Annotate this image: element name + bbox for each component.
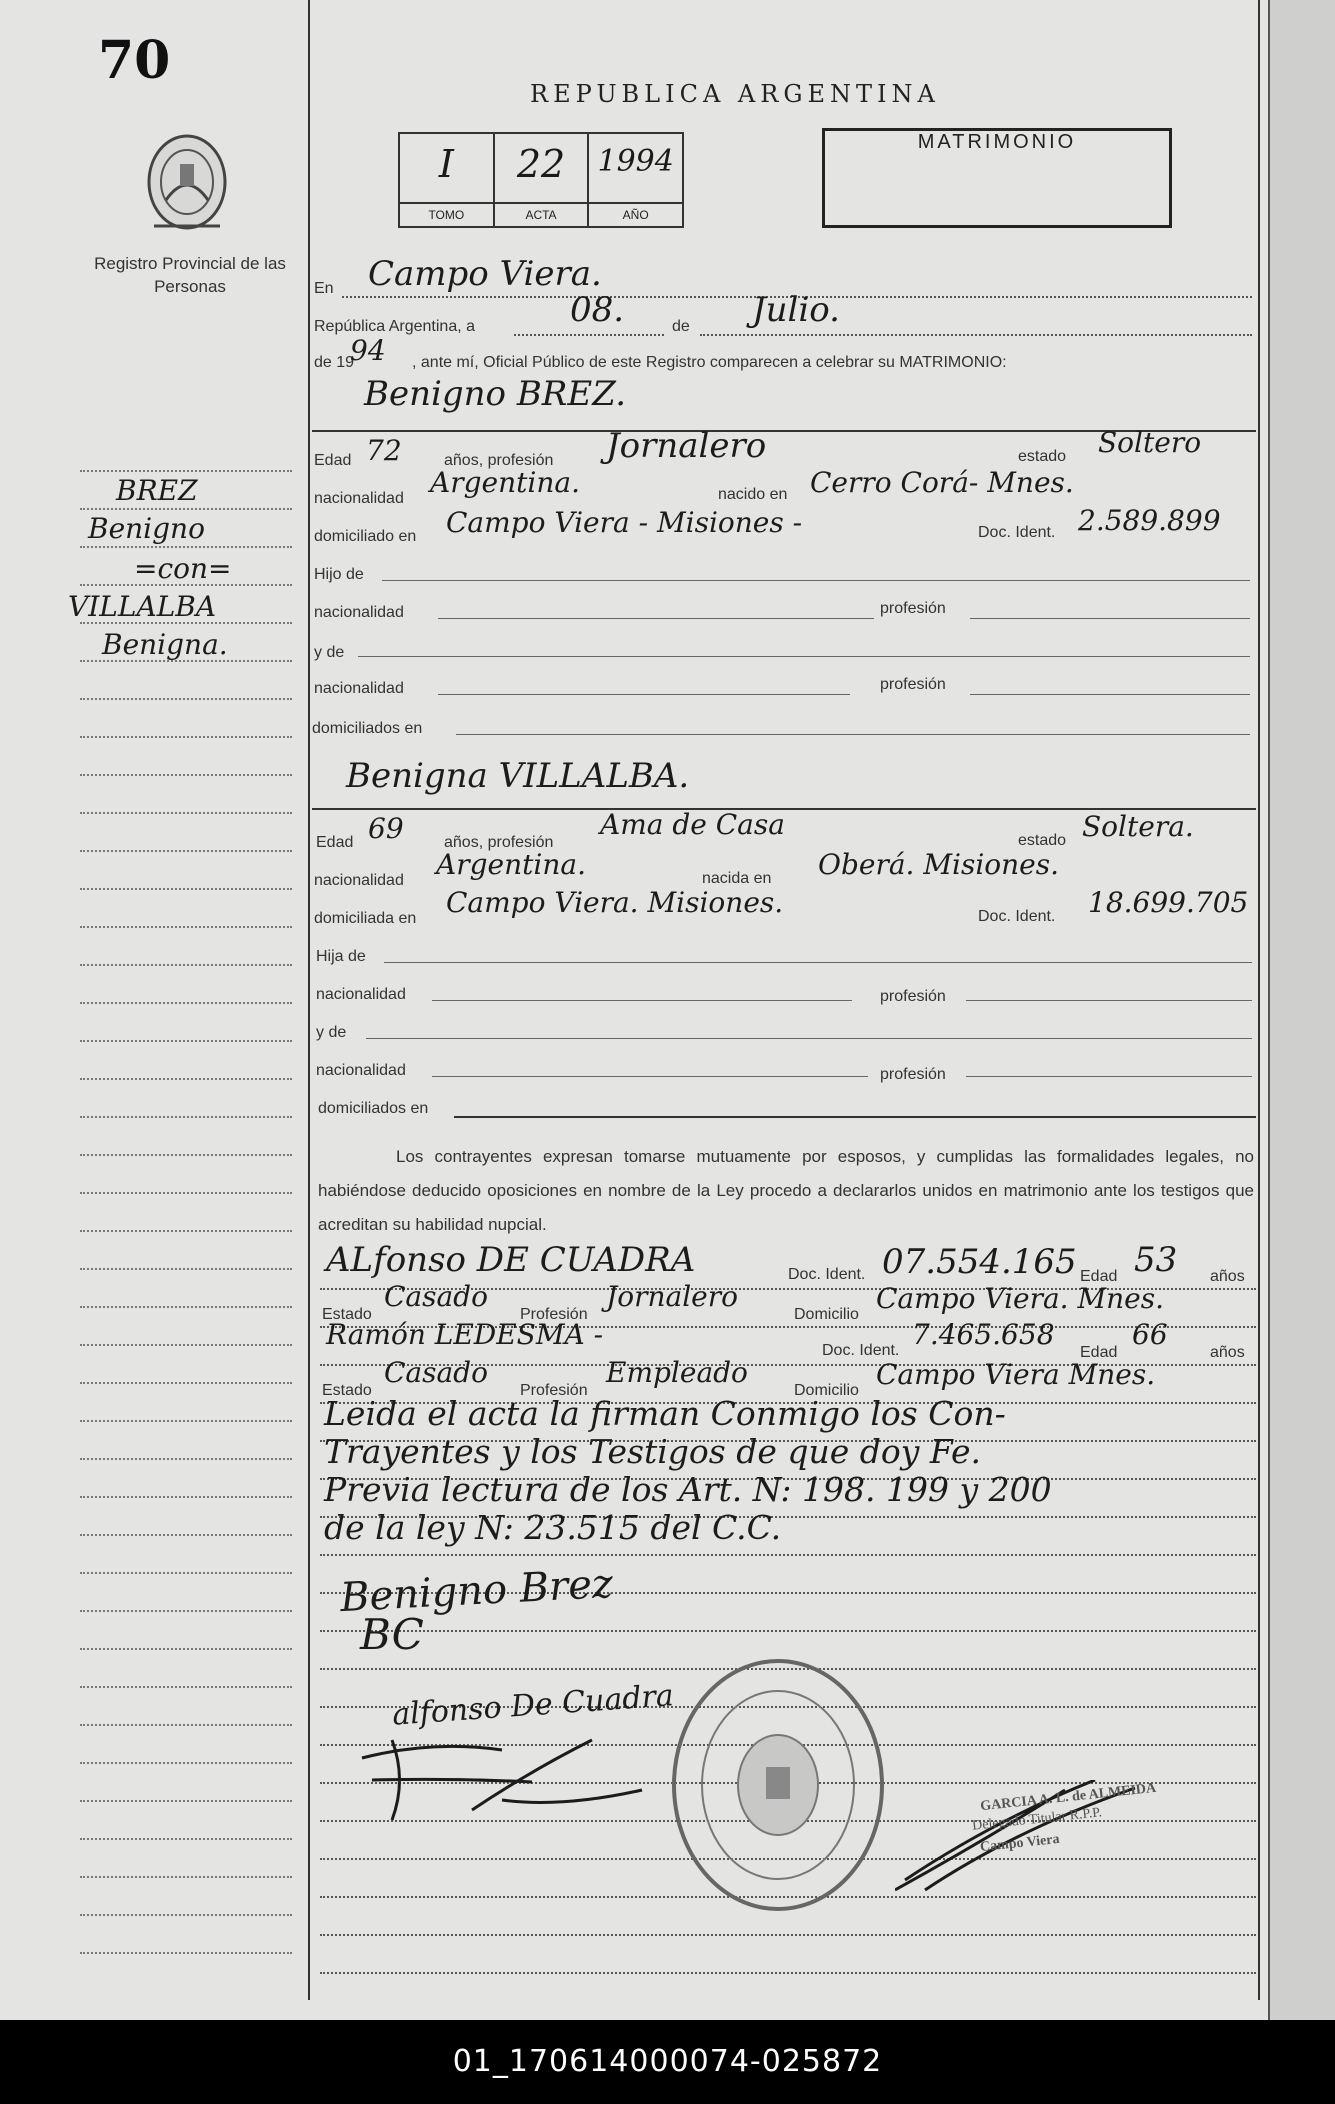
margin-line xyxy=(80,1952,292,1954)
closing-line: Previa lectura de los Art. N: 198. 199 y 200 xyxy=(324,1470,1052,1509)
witness1-domicile: Campo Viera. Mnes. xyxy=(876,1282,1165,1315)
margin-line xyxy=(80,1192,292,1194)
official-stamp-title: Delegado Titular R.P.P. xyxy=(971,1805,1103,1834)
bride-anos-label: años, profesión xyxy=(444,834,554,851)
margin-line xyxy=(80,1914,292,1916)
margin-line xyxy=(80,1496,292,1498)
bride-estado: Soltera. xyxy=(1082,810,1194,843)
margin-line xyxy=(80,508,292,510)
acta-value: 22 xyxy=(516,142,566,186)
month-value: Julio. xyxy=(752,290,840,330)
witness2-doc-label: Doc. Ident. xyxy=(822,1342,900,1359)
groom-estado: Soltero xyxy=(1098,426,1202,459)
witness1-name: ALfonso DE CUADRA xyxy=(326,1240,696,1280)
margin-line xyxy=(80,1458,292,1460)
closing-line: Leida el acta la firman Conmigo los Con- xyxy=(324,1394,1006,1433)
margin-line xyxy=(80,1838,292,1840)
groom-mother-nat-label: nacionalidad xyxy=(314,680,404,697)
margin-line xyxy=(80,1686,292,1688)
margin-line xyxy=(80,1154,292,1156)
place-value: Campo Viera. xyxy=(368,254,602,294)
year-value: 1994 xyxy=(597,144,674,179)
margin-line xyxy=(80,1724,292,1726)
groom-mother-line xyxy=(358,656,1250,657)
bride-father-nat-label: nacionalidad xyxy=(316,986,406,1003)
bride-mother-label: y de xyxy=(316,1024,347,1041)
bride-doc-label: Doc. Ident. xyxy=(978,908,1056,925)
margin-line xyxy=(80,1382,292,1384)
witness-signature: alfonso De Cuadra xyxy=(391,1678,675,1733)
margin-line xyxy=(80,1534,292,1536)
day-line xyxy=(514,334,664,336)
margin-note-line: Benigno xyxy=(88,512,205,545)
de-label: de xyxy=(672,318,690,335)
margin-line xyxy=(80,1230,292,1232)
margin-line xyxy=(80,698,292,700)
margin-line xyxy=(80,1420,292,1422)
margin-line xyxy=(80,926,292,928)
official-stamp-name: GARCIA A. L. de ALMEIDA xyxy=(979,1780,1157,1815)
folio-number: 70 xyxy=(98,30,171,91)
witness1-estado: Casado xyxy=(384,1280,488,1313)
bride-father-prof-label: profesión xyxy=(880,988,946,1005)
witness1-domicilio-label: Domicilio xyxy=(794,1306,859,1323)
margin-line xyxy=(80,1572,292,1574)
witness1-profession: Jornalero xyxy=(606,1280,738,1313)
bride-parents-dom-label: domiciliados en xyxy=(318,1100,429,1117)
witness2-domicilio-label: Domicilio xyxy=(794,1382,859,1399)
groom-parents-dom-label: domiciliados en xyxy=(312,720,423,737)
margin-line xyxy=(80,1306,292,1308)
margin-line xyxy=(80,1078,292,1080)
groom-initials: BC xyxy=(360,1610,424,1659)
witness2-profession: Empleado xyxy=(606,1356,748,1389)
margin-line xyxy=(80,1268,292,1270)
margin-line xyxy=(80,1344,292,1346)
margin-line xyxy=(80,774,292,776)
groom-mother-label: y de xyxy=(314,644,345,661)
margin-note-line: BREZ xyxy=(116,474,198,507)
closing-line: de la ley N: 23.515 del C.C. xyxy=(324,1508,782,1547)
page-edge xyxy=(1268,0,1335,2020)
bride-edad-label: Edad xyxy=(316,834,354,851)
witness2-edad-label: Edad xyxy=(1080,1344,1118,1361)
margin-line xyxy=(80,1800,292,1802)
bride-domicile: Campo Viera. Misiones. xyxy=(446,886,784,919)
tomo-label: TOMO xyxy=(400,202,493,226)
groom-estado-label: estado xyxy=(1018,448,1067,465)
witness2-doc: 7.465.658 xyxy=(912,1318,1055,1351)
groom-nationality: Argentina. xyxy=(430,466,580,499)
registry-seal-stamp xyxy=(668,1655,888,1915)
groom-father-prof-line xyxy=(970,618,1250,619)
groom-mother-nat-line xyxy=(438,694,850,695)
groom-parents-dom-line xyxy=(456,734,1250,735)
tomo-value: I xyxy=(438,142,454,186)
closing-rule xyxy=(320,1630,1256,1632)
bride-mother-prof-label: profesión xyxy=(880,1066,946,1083)
margin-line xyxy=(80,1762,292,1764)
groom-mother-prof-label: profesión xyxy=(880,676,946,693)
official-stamp-place: Campo Viera xyxy=(979,1831,1061,1856)
margin-line xyxy=(80,736,292,738)
bride-mother-line xyxy=(366,1038,1252,1039)
bride-mother-prof-line xyxy=(966,1076,1252,1077)
right-rule xyxy=(1258,0,1260,2000)
witness2-signature-scribble xyxy=(352,1720,652,1830)
margin-line xyxy=(80,1116,292,1118)
record-type-box: MATRIMONIO xyxy=(822,128,1172,228)
groom-father-prof-label: profesión xyxy=(880,600,946,617)
year-prefix: de 19 xyxy=(314,354,355,371)
day-value: 08. xyxy=(570,290,625,330)
margin-note-line: =con= xyxy=(134,552,232,585)
year-suffix: 94 xyxy=(350,334,386,367)
margin-note-line: Benigna. xyxy=(102,628,228,661)
year-label: AÑO xyxy=(589,202,682,226)
declaration-text: Los contrayentes expresan tomarse mutuamente por esposos, y cumplidas las formalidades legales, no habiéndose deducido oposiciones en nombre de la Ley procedo a declararlos unidos en matrimonio ante los testigos que acreditan su habilidad nupcial. xyxy=(318,1147,1254,1234)
groom-profession: Jornalero xyxy=(606,426,767,466)
closing-rule xyxy=(320,1972,1256,1974)
witness2-estado: Casado xyxy=(384,1356,488,1389)
witness1-edad-label: Edad xyxy=(1080,1268,1118,1285)
bride-age: 69 xyxy=(368,812,404,845)
bride-domicilio-label: domiciliada en xyxy=(314,910,417,927)
en-label: En xyxy=(314,280,334,297)
margin-line xyxy=(80,1002,292,1004)
groom-domicile: Campo Viera - Misiones - xyxy=(446,506,803,539)
witness1-age: 53 xyxy=(1134,1240,1178,1280)
month-line xyxy=(700,334,1252,336)
margin-line xyxy=(80,1876,292,1878)
margin-line xyxy=(80,812,292,814)
ante-mi-clause: , ante mí, Oficial Público de este Registro comparecen a celebrar su MATRIMONIO: xyxy=(412,354,1007,371)
republica-label: República Argentina, a xyxy=(314,318,475,335)
margin-line xyxy=(80,470,292,472)
groom-hijo-label: Hijo de xyxy=(314,566,364,583)
witness1-estado-label: Estado xyxy=(322,1306,372,1323)
groom-edad-label: Edad xyxy=(314,452,352,469)
closing-line: Trayentes y los Testigos de que doy Fe. xyxy=(324,1432,982,1471)
registry-name: Registro Provincial de las Personas xyxy=(94,254,286,296)
bride-father-nat-line xyxy=(432,1000,852,1001)
margin-line xyxy=(80,964,292,966)
bride-mother-nat-line xyxy=(432,1076,868,1077)
groom-name: Benigno BREZ. xyxy=(364,374,627,414)
witness2-estado-label: Estado xyxy=(322,1382,372,1399)
witness1-doc-label: Doc. Ident. xyxy=(788,1266,866,1283)
country-title: REPUBLICA ARGENTINA xyxy=(530,80,940,108)
bride-nacionalidad-label: nacionalidad xyxy=(314,872,404,889)
witness2-profesion-label: Profesión xyxy=(520,1382,588,1399)
margin-line xyxy=(80,1040,292,1042)
acta-box xyxy=(398,132,684,228)
witness2-age: 66 xyxy=(1132,1318,1168,1351)
witness2-domicile: Campo Viera Mnes. xyxy=(876,1358,1156,1391)
bride-nationality: Argentina. xyxy=(436,848,586,881)
groom-domicilio-label: domiciliado en xyxy=(314,528,417,545)
witness2-name: Ramón LEDESMA - xyxy=(326,1318,604,1351)
closing-rule xyxy=(320,1934,1256,1936)
groom-birthplace: Cerro Corá- Mnes. xyxy=(810,466,1074,499)
bride-father-line xyxy=(384,962,1252,963)
groom-age: 72 xyxy=(366,434,402,467)
bride-parents-dom-line xyxy=(454,1116,1256,1118)
bride-profession: Ama de Casa xyxy=(600,808,785,841)
witness1-doc: 07.554.165 xyxy=(882,1242,1077,1282)
acta-label: ACTA xyxy=(495,202,588,226)
groom-father-nat-label: nacionalidad xyxy=(314,604,404,621)
coat-of-arms-icon xyxy=(144,130,230,238)
bride-mother-nat-label: nacionalidad xyxy=(316,1062,406,1079)
groom-father-nat-line xyxy=(438,618,874,619)
image-id: 01_170614000074-025872 xyxy=(452,2044,883,2079)
margin-line xyxy=(80,1648,292,1650)
witness2-anos-label: años xyxy=(1210,1344,1245,1361)
groom-mother-prof-line xyxy=(970,694,1250,695)
margin-line xyxy=(80,1610,292,1612)
groom-doc: 2.589.899 xyxy=(1078,504,1221,537)
groom-signature: Benigno Brez xyxy=(338,1560,615,1622)
groom-doc-label: Doc. Ident. xyxy=(978,524,1056,541)
margin-rule xyxy=(308,0,310,2000)
closing-rule xyxy=(320,1554,1256,1556)
groom-father-line xyxy=(382,580,1250,581)
bride-doc: 18.699.705 xyxy=(1088,886,1249,919)
bride-father-prof-line xyxy=(966,1000,1252,1001)
groom-nacionalidad-label: nacionalidad xyxy=(314,490,404,507)
witness1-anos-label: años xyxy=(1210,1268,1245,1285)
margin-line xyxy=(80,888,292,890)
margin-note-line: VILLALBA xyxy=(68,590,217,623)
bride-name: Benigna VILLALBA. xyxy=(346,756,690,796)
witness1-profesion-label: Profesión xyxy=(520,1306,588,1323)
groom-anos-label: años, profesión xyxy=(444,452,554,469)
bride-estado-label: estado xyxy=(1018,832,1067,849)
margin-line xyxy=(80,850,292,852)
groom-nacido-label: nacido en xyxy=(718,486,788,503)
bride-hija-label: Hija de xyxy=(316,948,366,965)
bride-nacida-label: nacida en xyxy=(702,870,772,887)
bride-birthplace: Oberá. Misiones. xyxy=(818,848,1060,881)
margin-line xyxy=(80,546,292,548)
